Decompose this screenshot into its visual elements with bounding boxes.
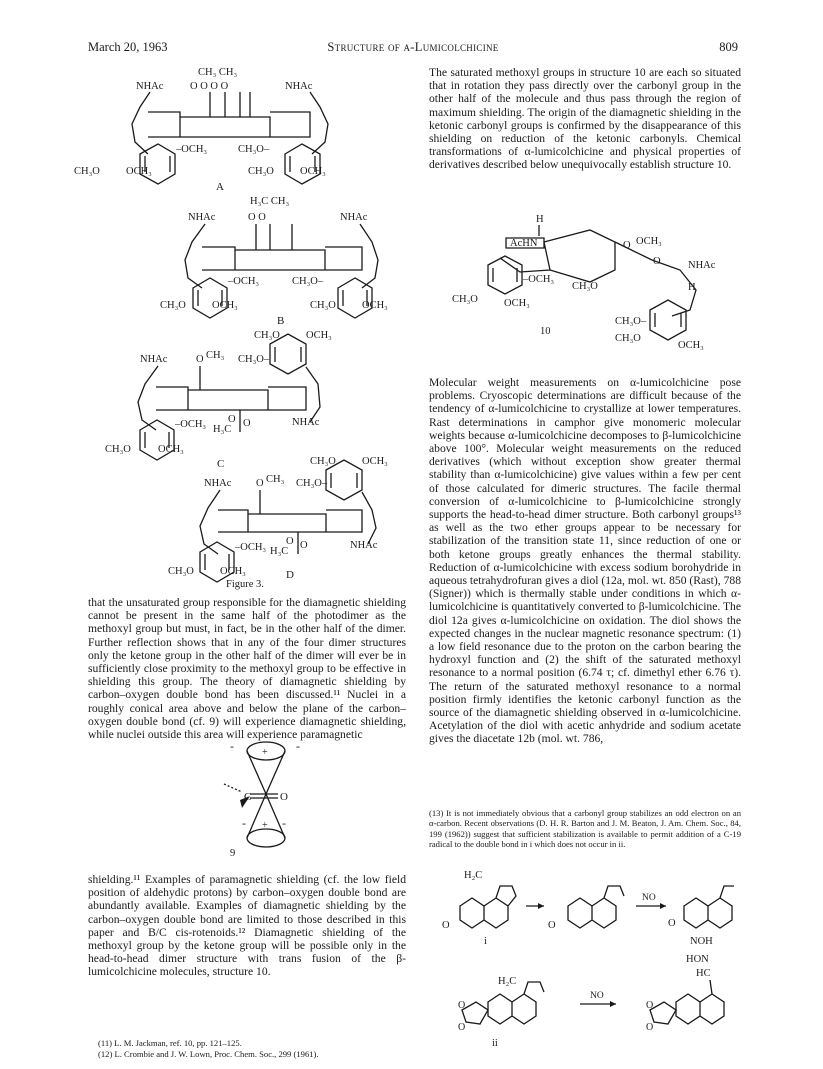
- figure-9-minus-tr: -: [296, 739, 300, 753]
- structure-b-ch3o-right: CH₃O–: [292, 276, 324, 287]
- structure-b-och3: OCH₃: [212, 300, 238, 311]
- structure-10-o-1: O: [623, 240, 631, 251]
- scheme-o-ketal-3: O: [646, 1000, 654, 1011]
- scheme-o-1: O: [442, 920, 450, 931]
- scheme-hon: HON: [686, 954, 709, 965]
- footnote-12: (12) L. Crombie and J. W. Lown, Proc. Chem. Soc., 299 (1961).: [98, 1049, 319, 1059]
- figure-9-minus-tl: -: [230, 739, 234, 753]
- structure-d-o-bottom: O: [286, 536, 294, 547]
- structure-d-h3c: H₃C: [270, 546, 289, 557]
- structure-c-ch3o-top: CH₃O: [254, 330, 280, 341]
- structure-d-ch3-top: CH₃: [266, 474, 285, 485]
- structure-a: [74, 67, 328, 193]
- structure-c-o-bottom: O: [228, 414, 236, 425]
- structure-c-o-bottom-2: O: [243, 418, 251, 429]
- structure-c-o-top: O: [196, 354, 204, 365]
- structure-a-carbonyl-o: O O O O: [190, 81, 229, 92]
- scheme-no-2: NO: [590, 991, 604, 1001]
- figure-9-label: 9: [230, 848, 236, 859]
- scheme-h2c-2: H₂C: [498, 976, 517, 987]
- structure-c-ch3-top: CH₃: [206, 350, 225, 361]
- left-paragraph-1: that the unsaturated group responsible for the diamagnetic shielding cannot be present in the same half of the photodimer as the methoxyl group but must, in fact, be in the other half of the dimer. Further reflection shows that in any of the four dimer structures only the ketone group in the other half of the dimer will ever be in sufficiently close proximity to the methoxyl group to be effective in shielding this group. The theory of diamagnetic shielding by carbon–oxygen double bond has been discussed.¹¹ Nuclei in a roughly conical area above and below the plane of the carbon–oxygen double bond (cf. 9) will experience diamagnetic shielding, while nuclei outside this area will experience paramagnetic: [88, 596, 406, 742]
- structure-d-nhac: NHAc: [204, 478, 232, 489]
- structure-b-nhac-right: NHAc: [340, 212, 368, 223]
- structure-10-ch3o-bottom: CH₃O: [615, 333, 641, 344]
- figure-3-structures: [70, 62, 410, 592]
- scheme-o-ketal-1: O: [458, 1000, 466, 1011]
- figure-9-c: C: [244, 791, 252, 803]
- scheme-o-ketal-2: O: [458, 1022, 466, 1033]
- structure-d: [168, 456, 388, 582]
- footnote-11: (11) L. M. Jackman, ref. 10, pp. 121–125.: [98, 1038, 242, 1048]
- scheme-label-i: i: [484, 936, 487, 947]
- header-page-number: 809: [719, 40, 738, 54]
- figure-3-caption: Figure 3.: [226, 579, 264, 590]
- structure-a-ch3o: CH₃O: [74, 166, 100, 177]
- structure-d-ch3o-top: CH₃O: [310, 456, 336, 467]
- page-header: [88, 40, 738, 56]
- scheme-o-3: O: [668, 918, 676, 929]
- structure-b-carbonyls: O O: [248, 212, 266, 223]
- structure-c-label: C: [217, 458, 225, 470]
- structure-b-label: B: [277, 315, 285, 327]
- figure-9-o: O: [280, 791, 288, 803]
- scheme-hc: HC: [696, 968, 711, 979]
- figure-9-minus-bl: -: [242, 816, 246, 830]
- structure-b-ch3o: CH₃O: [160, 300, 186, 311]
- structure-d-och3-top: OCH₃: [362, 456, 388, 467]
- header-title: Structure of α-Lumicolchicine: [327, 40, 499, 54]
- structure-b-och3-left: –OCH₃: [228, 276, 260, 287]
- structure-10-label: 10: [540, 326, 551, 337]
- right-paragraph-1: The saturated methoxyl groups in structure 10 are each so situated that in rotation they pass directly over the carbonyl group in the other half of the molecule and thus pass through the region of maximum shielding. The origin of the diamagnetic shielding in the ketonic carbonyl groups is confirmed by the disappearance of this shielding on reduction of the ketonic carbonyls. Chemical transformations of α-lumicolchicine and physical properties of derivatives described below unequivocally establish structure 10.: [429, 66, 741, 172]
- structure-10-och3-bottom: OCH₃: [678, 340, 704, 351]
- structure-a-och3-left: –OCH₃: [176, 144, 208, 155]
- structure-a-och3: OCH₃: [126, 166, 152, 177]
- structure-a-nhac-right: NHAc: [285, 81, 313, 92]
- scheme-row-1: [442, 870, 734, 947]
- structure-d-o-top: O: [256, 478, 264, 489]
- figure-9-shielding-cone: [210, 728, 320, 868]
- structure-a-ch3-ch3: CH₃ CH₃: [198, 67, 238, 78]
- structure-c-h3c: H₃C: [213, 424, 232, 435]
- structure-10-ch3o-right: CH₃O–: [615, 316, 647, 327]
- scheme-row-2: [458, 954, 724, 1049]
- structure-10-nhac: NHAc: [688, 260, 716, 271]
- right-paragraph-2: Molecular weight measurements on α-lumicolchicine pose problems. Cryoscopic determinations are difficult because of the tendency of α-lumicolchicine to crystallize at lower temperatures. Rast determinations in camphor give monomeric molecular weights because α-lumicolchicine decomposes to β-lumicolchicine above 100°. Molecular weight measurements on the reduced derivatives (which without exception show greater thermal stability than α-lumicolchicine) give values within a few per cent of those calculated for dimeric structures. The facile thermal conversion of α-lumicolchicine to β-lumicolchicine strongly supports the head-to-head dimer structure. Both carbonyl groups¹³ as well as the two ether groups appear to be necessary for stabilization of the transition state 11, since reduction of one or both ketone groups greatly enhances the thermal stability. Reduction of α-lumicolchicine with excess sodium borohydride in aqueous tetrahydrofuran gives a diol (12a, mol. wt. 850 (Rast), 788 (Signer)) which is thermally stable under conditions in which α-lumicolchicine is quantitatively converted to β-lumicolchicine. The diol 12a gives α-lumicolchicine on oxidation. The diol shows the expected changes in the nuclear magnetic resonance spectrum: (1) a low field resonance due to the proton on the carbon bearing the hydroxyl function and (2) the shift of the saturated methoxyl resonance to a normal position (6.74 τ; cf. dimethyl ether 6.76 τ). The return of the saturated methoxyl resonance to a normal position firmly identifies the ketonic carbonyl function as the source of the diamagnetic shielding observed in α-lumicolchicine. Acetylation of the diol with acetic anhydride and sodium acetate gives the diacetate 12b (mol. wt. 786,: [429, 376, 741, 746]
- structure-10-o-2: O: [653, 256, 661, 267]
- scheme-o-ketal-4: O: [646, 1022, 654, 1033]
- structure-a-ch3o-right: CH₃O–: [238, 144, 270, 155]
- structure-c-ch3o: CH₃O: [105, 444, 131, 455]
- structure-a-ch3o-2: CH₃O: [248, 166, 274, 177]
- structure-a-label: A: [216, 181, 224, 193]
- structure-d-label: D: [286, 569, 294, 581]
- structure-10-achn: AcHN: [510, 238, 538, 249]
- structure-10-och3-top: OCH₃: [636, 236, 662, 247]
- structure-b: [160, 196, 388, 327]
- scheme-no-1: NO: [642, 893, 656, 903]
- structure-b-ch3o-2: CH₃O: [310, 300, 336, 311]
- structure-10: [440, 210, 740, 360]
- structure-c-nhac-right: NHAc: [292, 417, 320, 428]
- structure-10-h-2: H: [688, 282, 696, 293]
- structure-10-ch3o-mid: CH₃O: [572, 281, 598, 292]
- structure-d-ch3o: CH₃O: [168, 566, 194, 577]
- figure-9-minus-br: -: [282, 816, 286, 830]
- structure-10-h: H: [536, 214, 544, 225]
- structure-d-ch3o-bond: CH₃O–: [296, 478, 328, 489]
- figure-9-plus-bottom: +: [262, 820, 268, 831]
- structure-b-nhac-left: NHAc: [188, 212, 216, 223]
- structure-10-och3-left: OCH₃: [504, 298, 530, 309]
- figure-9-plus-top: +: [262, 747, 268, 758]
- structure-c-och3-top: OCH₃: [306, 330, 332, 341]
- structure-c-och3: OCH₃: [158, 444, 184, 455]
- structure-d-och3: OCH₃: [220, 566, 246, 577]
- structure-d-o-bottom-2: O: [300, 540, 308, 551]
- structure-d-nhac-right: NHAc: [350, 540, 378, 551]
- header-date: March 20, 1963: [88, 40, 168, 54]
- reaction-scheme: [440, 862, 740, 1062]
- structure-c-nhac: NHAc: [140, 354, 168, 365]
- structure-d-och3-bond: –OCH₃: [235, 542, 267, 553]
- structure-c-ch3o-bond: CH₃O–: [238, 354, 270, 365]
- left-paragraph-2: shielding.¹¹ Examples of paramagnetic shielding (cf. the low field position of aldehydic protons) by carbon–oxygen double bond are abundantly available. Examples of diamagnetic shielding by the carbon–oxygen double bond are limited to those described in this paper and B/C cis-rotenoids.¹² Diamagnetic shielding of the methoxyl group by the ketone group will be possible only in the head-to-head dimer structure with trans fusion of the β-lumicolchicine molecules, structure 10.: [88, 873, 406, 979]
- structure-a-och3-2: OCH₃: [300, 166, 326, 177]
- scheme-o-2: O: [548, 920, 556, 931]
- structure-10-ch3o-left: CH₃O: [452, 294, 478, 305]
- structure-c: [105, 330, 332, 470]
- structure-b-och3-2: OCH₃: [362, 300, 388, 311]
- scheme-label-ii: ii: [492, 1038, 498, 1049]
- structure-b-h3c-ch3: H₃C CH₃: [250, 196, 290, 207]
- scheme-h2c-1: H₂C: [464, 870, 483, 881]
- footnote-13: (13) It is not immediately obvious that a carbonyl group stabilizes an odd electron on an α-carbon. Recent observations (D. H. R. Barton and J. M. Beaton, J. Am. Chem. Soc., 84, 199 (1962)) suggest that sufficient stabilization is available to permit addition of a C-19 radical to the double bond in i which does not occur in ii.: [429, 808, 741, 850]
- structure-c-och3-bond: –OCH₃: [175, 419, 207, 430]
- structure-10-och3-mid: –OCH₃: [523, 274, 555, 285]
- scheme-noh: NOH: [690, 936, 713, 947]
- structure-a-nhac-left: NHAc: [136, 81, 164, 92]
